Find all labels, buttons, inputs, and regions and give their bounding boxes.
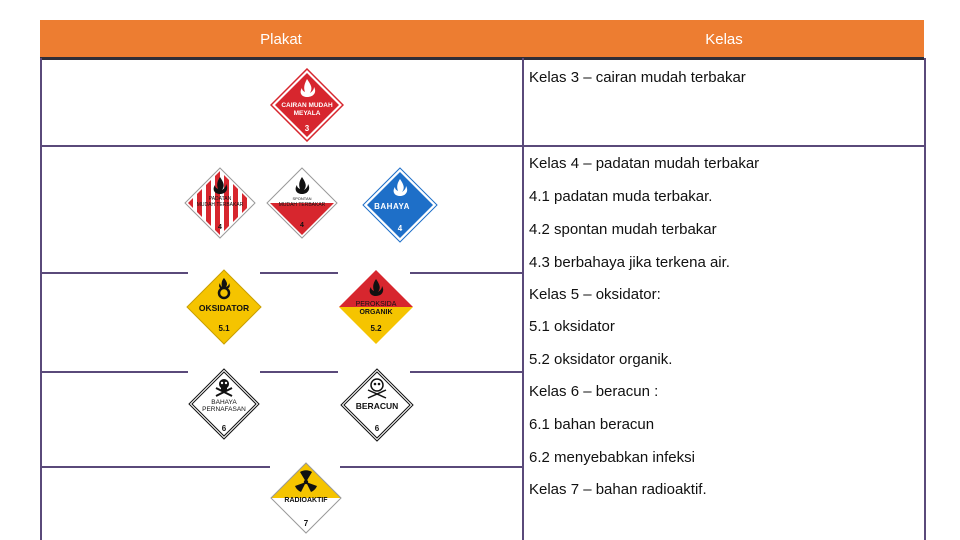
class52-placard-number: 5.2 (370, 324, 382, 333)
class43-text: 4.3 berbahaya jika terkena air. (529, 254, 730, 271)
class52-placard-text-1: PEROKSIDA (355, 301, 397, 308)
class6-title: Kelas 6 – beracun : (529, 383, 659, 400)
class51-placard-text-1: OKSIDATOR (198, 303, 250, 313)
class41-placard-number: 4 (218, 224, 222, 231)
class7-placard-text-1: RADIOAKTIF (284, 497, 328, 504)
table-header-row (40, 20, 924, 60)
class52-text: 5.2 oksidator organik. (529, 351, 673, 368)
class3-flammable-liquid-placard (270, 68, 344, 142)
class42-placard-text-2: MUDAH TERBAKAR (278, 202, 326, 208)
class41-text: 4.1 padatan muda terbakar. (529, 188, 713, 205)
class3-placard-number: 3 (304, 124, 310, 133)
class41-placard-text-1: PADATAN (208, 196, 232, 202)
class61-placard-text-1: BAHAYA (211, 399, 237, 406)
class3-title: Kelas 3 – cairan mudah terbakar (529, 69, 746, 86)
class52-organic-peroxide-placard (338, 269, 414, 345)
table-column-divider (522, 58, 524, 540)
placard-table (40, 20, 926, 540)
row-divider-2a (40, 272, 188, 274)
row-divider-2b (260, 272, 338, 274)
row-divider-4a (40, 466, 270, 468)
class41-flammable-solid-placard (184, 167, 256, 239)
class61-placard-number: 6 (221, 424, 227, 433)
class3-placard-text-1: CAIRAN MUDAH (281, 102, 333, 109)
class51-placard-number: 5.1 (218, 324, 230, 333)
class5-title: Kelas 5 – oksidator: (529, 286, 661, 303)
class61-text: 6.1 bahan beracun (529, 416, 655, 433)
row-divider-3c (410, 371, 522, 373)
class4-title: Kelas 4 – padatan mudah terbakar (529, 155, 760, 172)
row-divider-4b (340, 466, 522, 468)
class43-dangerous-when-wet-placard (362, 167, 438, 243)
class62-text: 6.2 menyebabkan infeksi (529, 449, 695, 466)
class51-oxidizer-placard (186, 269, 262, 345)
class7-placard-number: 7 (303, 519, 309, 528)
class7-radioactive-placard (270, 462, 342, 534)
class61-placard-text-2: PERNAFASAN (202, 406, 246, 413)
class41-placard-text-2: MUDAH TERBAKAR (196, 202, 244, 208)
row-divider-1 (40, 145, 926, 147)
class51-text: 5.1 oksidator (529, 318, 615, 335)
class42-placard-number: 4 (300, 222, 304, 229)
header-plakat: Plakat (260, 31, 302, 48)
class61-inhalation-hazard-placard (188, 368, 260, 440)
class42-placard-text-1: SPONTAN (292, 196, 312, 201)
class43-placard-number: 4 (397, 224, 403, 233)
class42-text: 4.2 spontan mudah terbakar (529, 221, 717, 238)
header-kelas: Kelas (705, 31, 743, 48)
class42-spontaneous-combustion-placard (266, 167, 338, 239)
row-divider-2c (410, 272, 522, 274)
class62-placard-number: 6 (374, 424, 380, 433)
row-divider-3a (40, 371, 188, 373)
class3-placard-text-2: MEYALA (293, 110, 321, 117)
class7-title: Kelas 7 – bahan radioaktif. (529, 481, 707, 498)
table-border-right (924, 58, 926, 540)
class52-placard-text-2: ORGANIK (359, 309, 393, 316)
class62-toxic-placard (340, 368, 414, 442)
class43-placard-text-1: BAHAYA (374, 202, 410, 211)
class62-placard-text-1: BERACUN (355, 401, 399, 411)
row-divider-3b (260, 371, 338, 373)
